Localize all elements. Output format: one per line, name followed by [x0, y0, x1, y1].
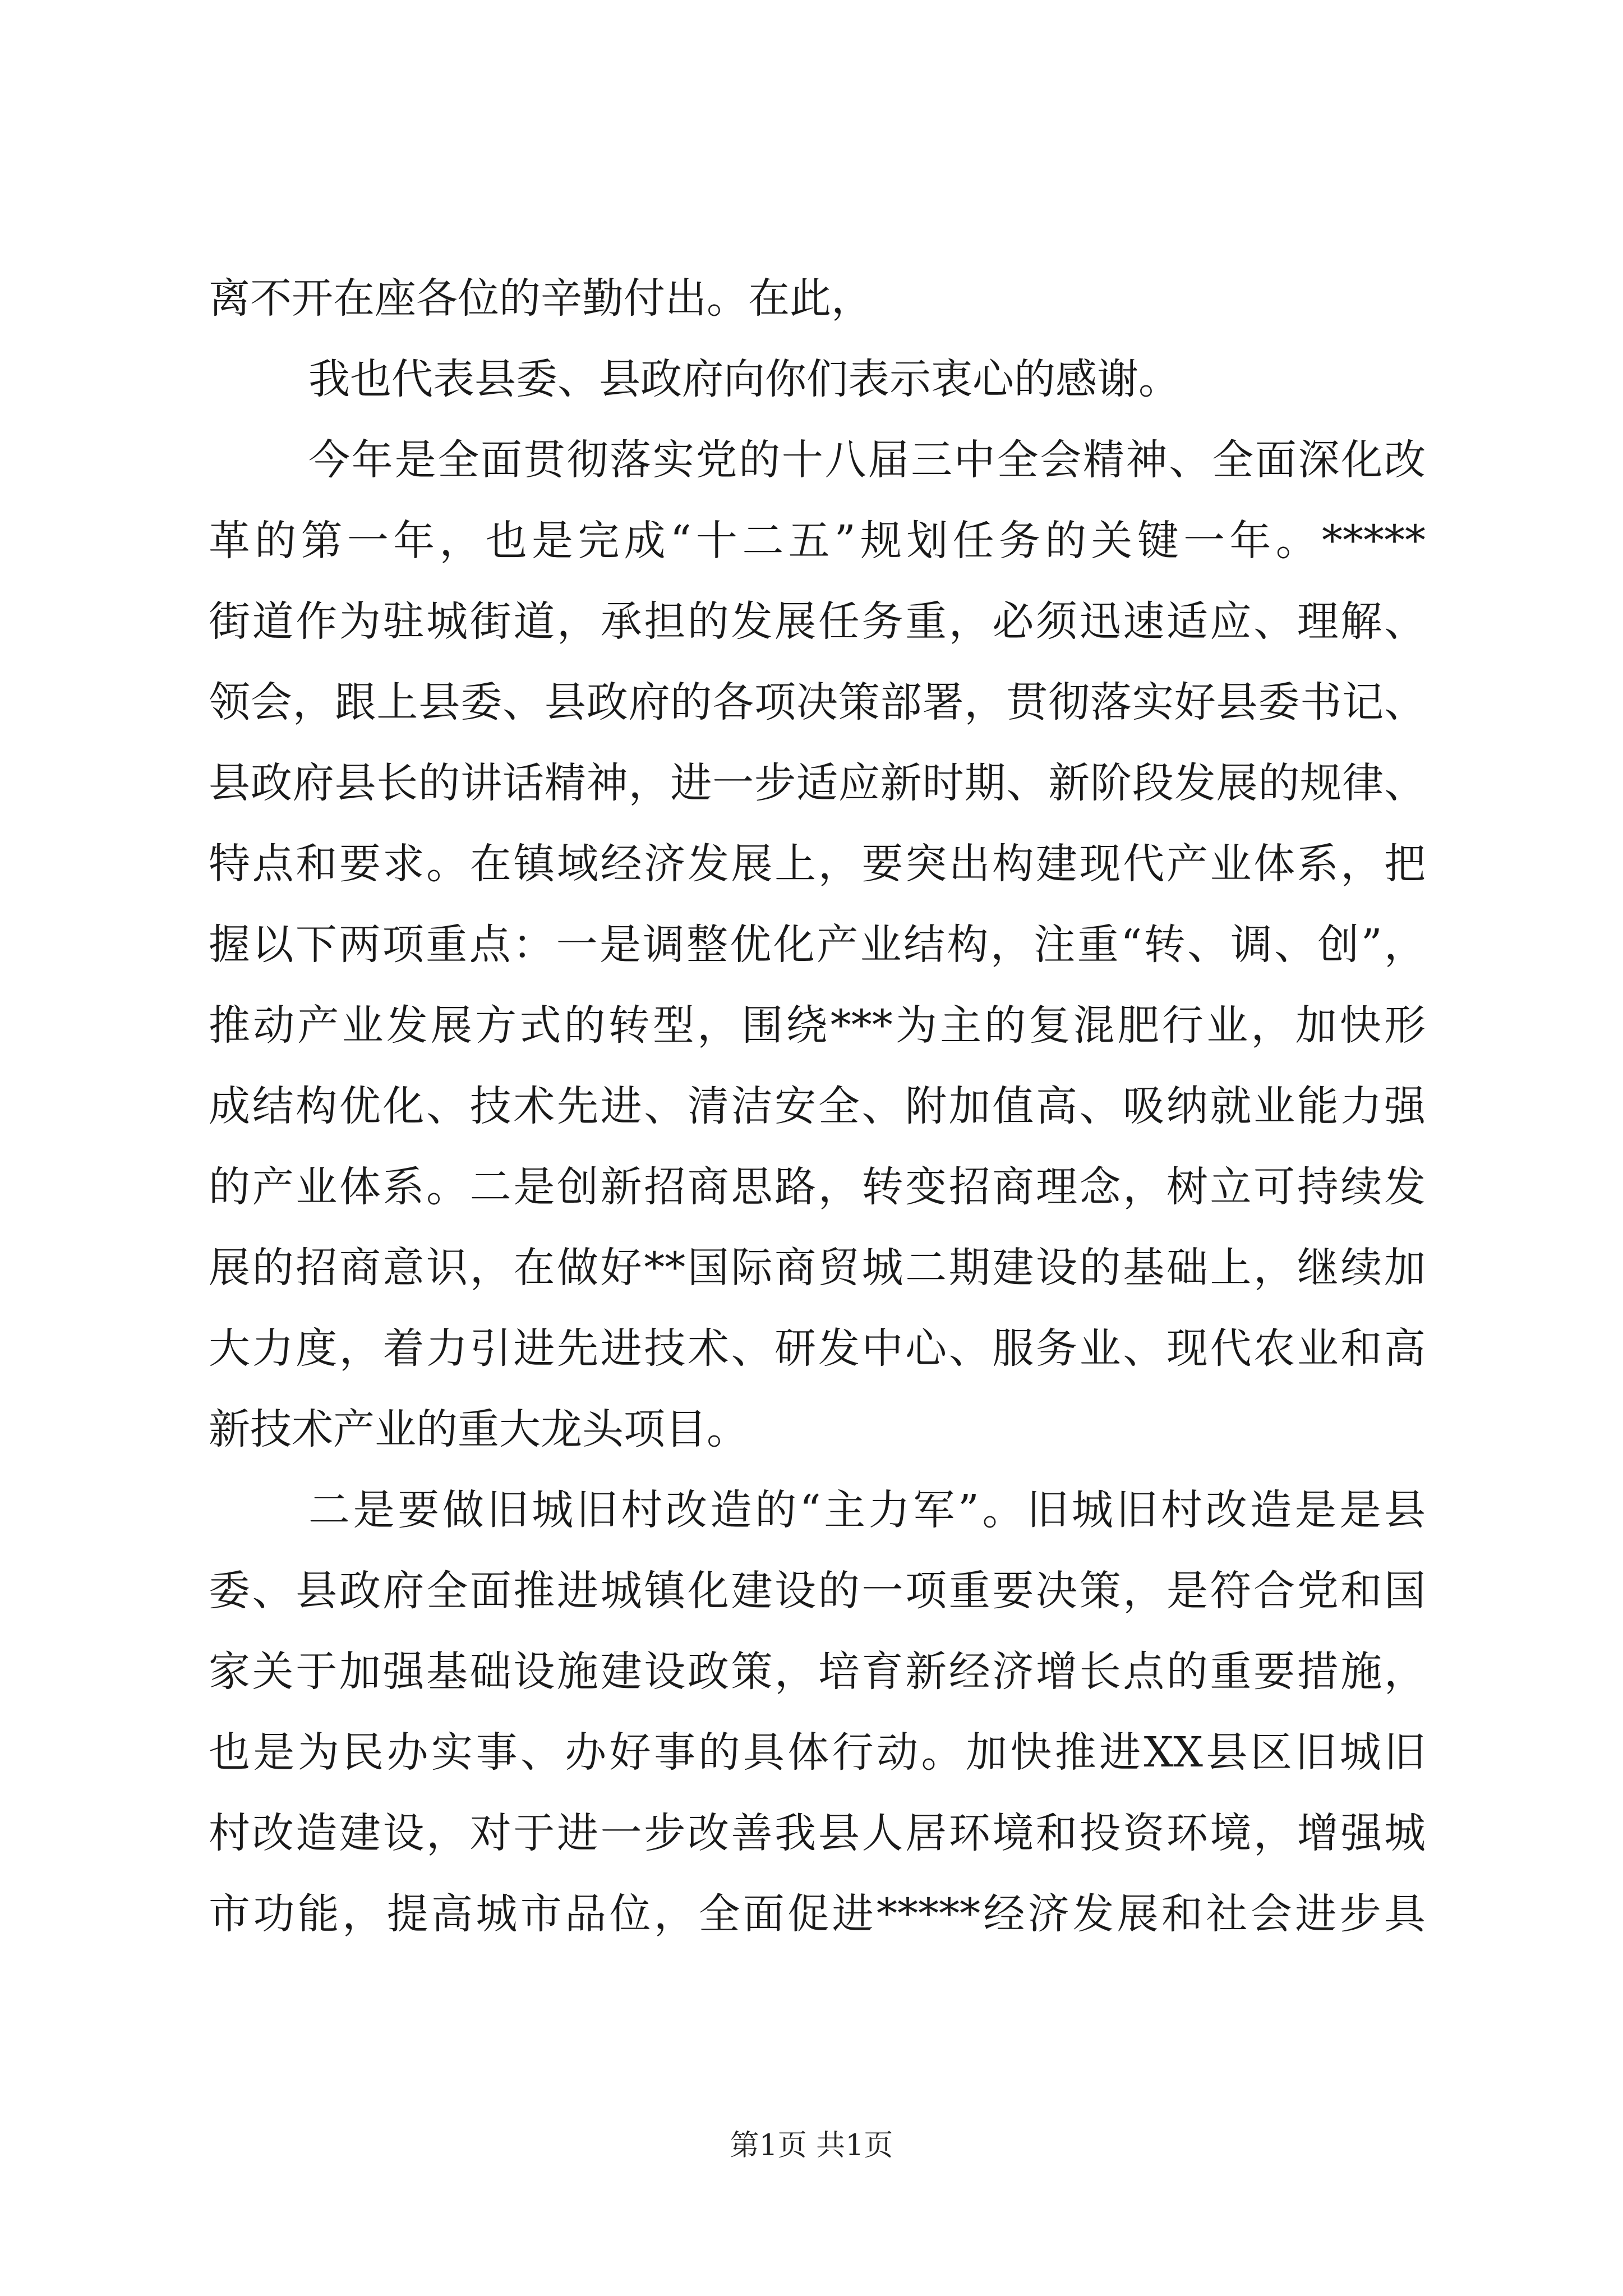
text-line: 握以下两项重点：一是调整优化产业结构，注重“转、调、创”，	[209, 921, 1426, 969]
text-line: 家关于加强基础设施建设政策，培育新经济增长点的重要措施，	[209, 1648, 1426, 1696]
text-line: 新技术产业的重大龙头项目。	[209, 1405, 748, 1453]
text-line: 展的招商意识，在做好**国际商贸城二期建设的基础上，继续加	[209, 1244, 1426, 1292]
text-line: 成结构优化、技术先进、清洁安全、附加值高、吸纳就业能力强	[209, 1082, 1426, 1130]
paragraph-first-line: 我也代表县委、县政府向你们表示衷心的感谢。	[308, 355, 1180, 403]
text-line: 离不开在座各位的辛勤付出。在此，	[209, 274, 873, 323]
document-body	[209, 258, 1426, 1954]
text-line: 村改造建设，对于进一步改善我县人居环境和投资环境，增强城	[209, 1809, 1426, 1857]
text-line: 大力度，着力引进先进技术、研发中心、服务业、现代农业和高	[209, 1324, 1426, 1373]
text-line: 革的第一年，也是完成“十二五”规划任务的关键一年。*****	[209, 517, 1426, 565]
text-line: 也是为民办实事、办好事的具体行动。加快推进XX县区旧城旧	[209, 1728, 1426, 1777]
paragraph-first-line: 今年是全面贯彻落实党的十八届三中全会精神、全面深化改	[308, 436, 1426, 484]
text-line: 县政府县长的讲话精神，进一步适应新时期、新阶段发展的规律、	[209, 759, 1426, 807]
text-line: 特点和要求。在镇域经济发展上，要突出构建现代产业体系，把	[209, 840, 1426, 888]
text-line: 推动产业发展方式的转型，围绕***为主的复混肥行业，加快形	[209, 1001, 1426, 1050]
page-footer	[0, 2126, 1623, 2165]
paragraph-first-line: 二是要做旧城旧村改造的“主力军”。旧城旧村改造是是县	[308, 1486, 1426, 1534]
text-line: 街道作为驻城街道，承担的发展任务重，必须迅速适应、理解、	[209, 597, 1426, 646]
text-line: 领会，跟上县委、县政府的各项决策部署，贯彻落实好县委书记、	[209, 678, 1426, 726]
text-line: 委、县政府全面推进城镇化建设的一项重要决策，是符合党和国	[209, 1567, 1426, 1615]
text-line: 的产业体系。二是创新招商思路，转变招商理念，树立可持续发	[209, 1163, 1426, 1211]
text-line: 市功能，提高城市品位，全面促进*****经济发展和社会进步具	[209, 1890, 1426, 1938]
page-number-label: 第1页 共1页	[730, 2129, 893, 2162]
